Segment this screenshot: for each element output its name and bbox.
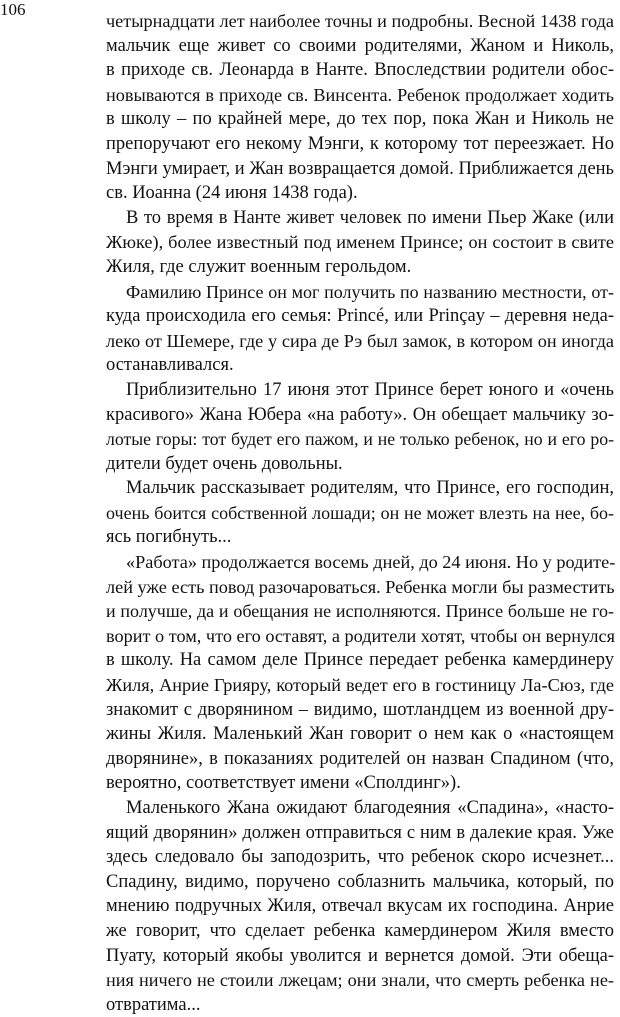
text-line: дворянине», в показаниях родителей он назван Спадином (что, [106, 748, 614, 769]
text-line: Жиля, где служит военным герольдом. [106, 256, 412, 277]
text-line: мнению подручных Жиля, отвечал вкусам их господина. Анрие [106, 896, 614, 917]
text-line: в школу. На самом деле Принсе передает ребенка камердинеру [106, 650, 614, 671]
text-line: ния ничего не стоили лжецам; они знали, что смерть ребенка не- [106, 970, 614, 991]
text-line: Маленького Жана ожидают благодеяния «Спадина», «насто- [126, 798, 614, 818]
text-line: дители будет очень довольны. [106, 453, 343, 474]
text-line: Фамилию Принсе он мог получить по названию местности, от- [126, 281, 614, 302]
text-line: Мэнги умирает, и Жан возвращается домой. Приближается день [106, 158, 614, 179]
text-line: четырнадцати лет наиболее точны и подробны. Весной 1438 года [106, 11, 614, 31]
text-line: леко от Шемере, где у сира де Рэ был замок, в котором он иногда [106, 330, 614, 351]
text-line: вероятно, соответствует имени «Сполдинг»). [106, 773, 461, 794]
text-line: новываются в приходе св. Винсента. Ребенок продолжает ходить [106, 84, 614, 105]
text-line: В то время в Нанте живет человек по имени Пьер Жаке (или [126, 207, 614, 228]
text-line: ящий дворянин» должен отправиться с ним в далекие края. Уже [106, 822, 614, 843]
text-line: знакомит с дворянином – видимо, шотландцем из военной дру- [106, 699, 614, 720]
text-line: лотые горы: тот будет его пажом, и не только ребенок, но и его ро- [106, 429, 614, 450]
text-line: очень боится собственной лошади; он не может влезть на нее, бо- [106, 502, 614, 523]
text-line: препоручают его некому Мэнги, к которому тот переезжает. Но [106, 133, 614, 154]
text-line: Мальчик рассказывает родителям, что Принсе, его господин, [126, 478, 614, 499]
text-line: Жюке), более известный под именем Принсе; он состоит в свите [106, 232, 614, 253]
text-line: Приблизительно 17 июня этот Принсе берет юного и «очень [126, 379, 614, 400]
text-line: здесь следовало бы заподозрить, что ребенок скоро исчезнет... [106, 847, 614, 868]
text-line: останавливался. [106, 355, 234, 376]
text-line: в приходе св. Леонарда в Нанте. Впоследствии родители обос- [106, 60, 614, 81]
text-line: св. Иоанна (24 июня 1438 года). [106, 183, 358, 204]
text-line: куда происходила его семья: Princé, или Prinçay – деревня неда- [106, 306, 614, 327]
text-line: Спадину, видимо, поручено соблазнить мальчика, который, по [106, 871, 614, 892]
text-line: мальчик еще живет со своими родителями, Жаном и Николь, [106, 35, 614, 56]
body-text [106, 9, 614, 1017]
text-line: отвратима... [106, 994, 201, 1015]
text-line: Жиля, Анрие Грияру, который ведет его в гостиницу Ла-Сюз, где [106, 675, 614, 696]
text-line: красивого» Жана Юбера «на работу». Он обещает мальчику зо- [106, 404, 614, 425]
text-line: Пуату, который якобы уволится и вернется домой. Эти обеща- [106, 945, 614, 966]
text-line: и получше, да и обещания не исполняются. Принсе больше не го- [106, 601, 614, 622]
text-line: ясь погибнуть... [106, 527, 232, 548]
text-line: же говорит, что сделает ребенка камердинером Жиля вместо [106, 920, 614, 941]
text-line: ворит о том, что его оставят, а родители хотят, чтобы он вернулся [106, 625, 615, 646]
text-line: в школу – по крайней мере, до тех пор, пока Жан и Николь не [106, 109, 614, 130]
page-number: 106 [0, 0, 26, 19]
text-line: жины Жиля. Маленький Жан говорит о нем как о «настоящем [106, 724, 614, 745]
text-line: лей уже есть повод разочароваться. Ребенка могли бы разместить [106, 576, 615, 597]
text-line: «Работа» продолжается восемь дней, до 24 июня. Но у родите- [126, 552, 616, 573]
